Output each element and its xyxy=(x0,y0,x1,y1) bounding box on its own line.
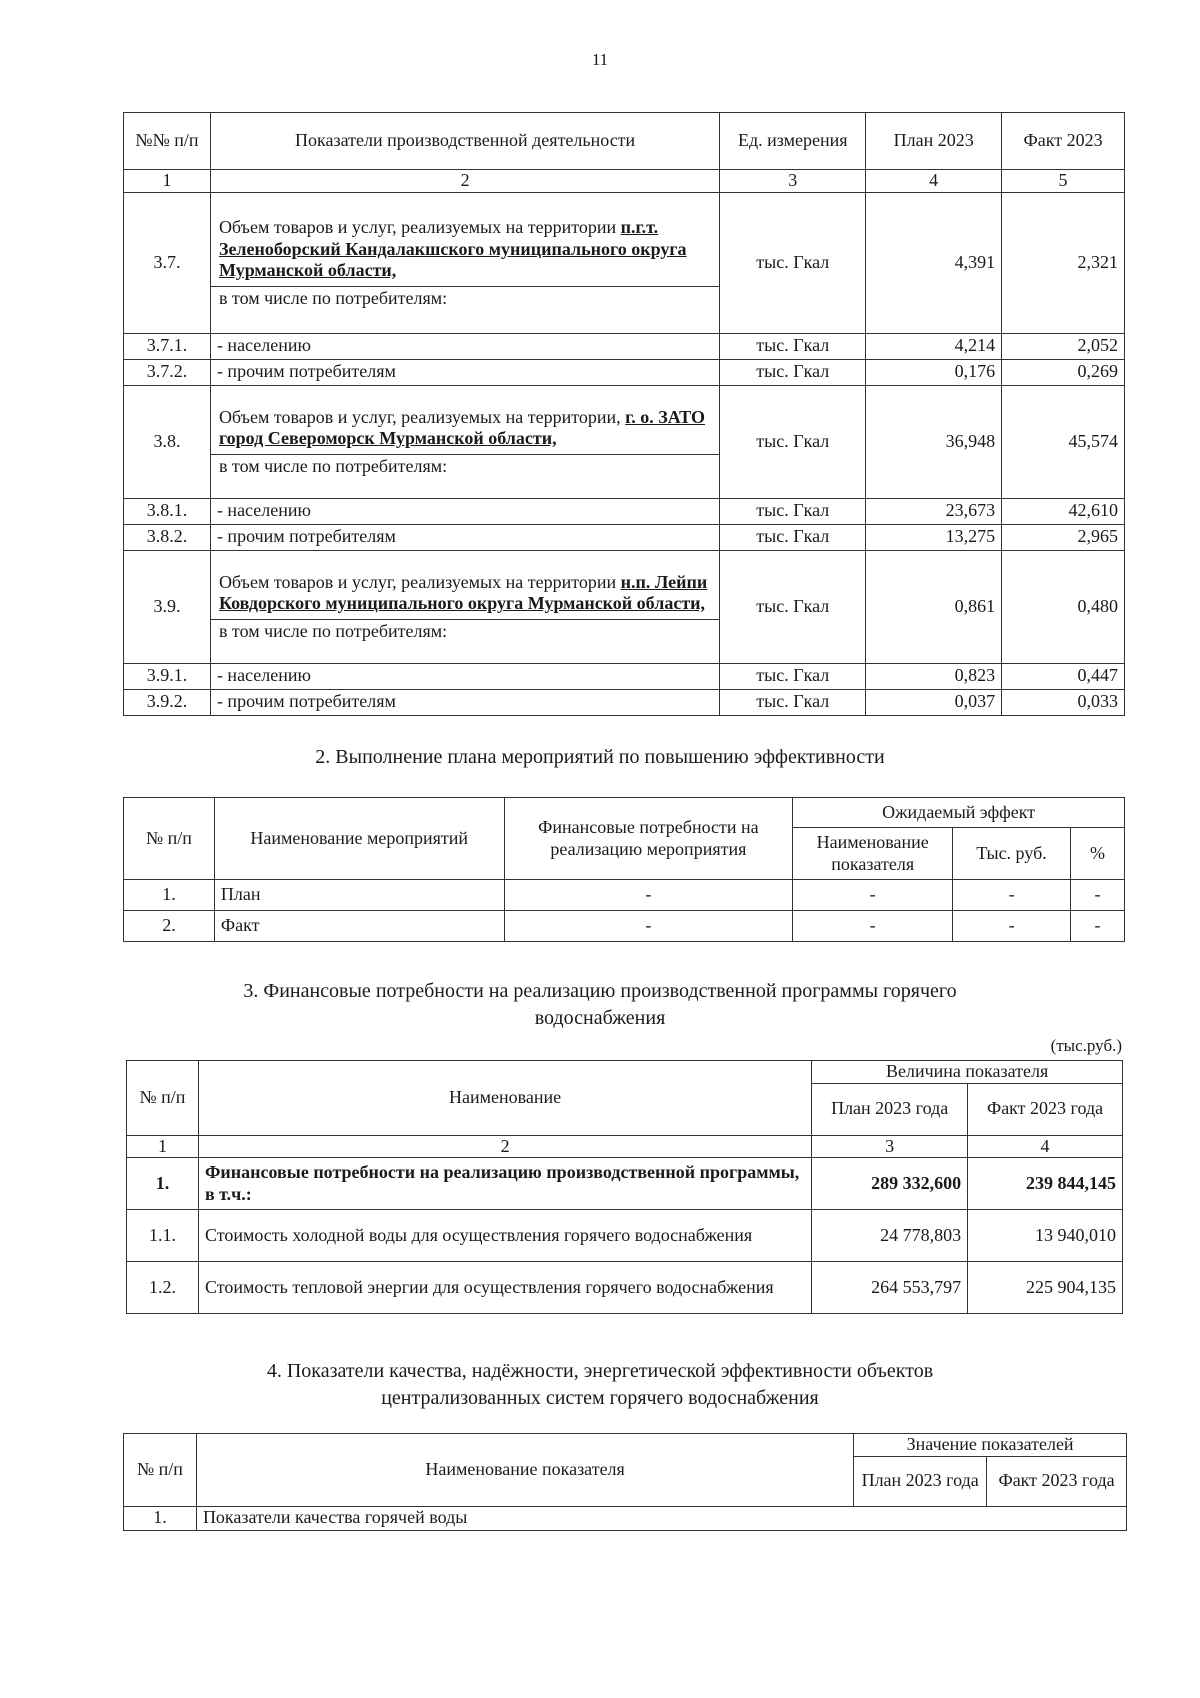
col-number: 3 xyxy=(720,170,866,193)
row-sub: в том числе по потребителям: xyxy=(218,287,448,308)
row-fin: - xyxy=(504,911,793,942)
row-name: - населению xyxy=(210,498,719,524)
row-name: - прочим потребителям xyxy=(210,689,719,715)
table-row xyxy=(124,192,1125,333)
row-fact: 2,965 xyxy=(1002,524,1125,550)
quality-indicators-table xyxy=(123,1433,1127,1531)
table-row xyxy=(124,1506,1127,1530)
row-name xyxy=(210,385,719,498)
header-indicator: Наименование показателя xyxy=(793,828,953,880)
table-row xyxy=(124,498,1125,524)
row-num: 3.7.2. xyxy=(124,359,211,385)
header-name: Наименование показателя xyxy=(196,1434,853,1507)
header-fact: Факт 2023 года xyxy=(987,1456,1127,1506)
row-name-prefix: Объем товаров и услуг, реализуемых на территории, xyxy=(218,406,626,427)
row-unit: тыс. Гкал xyxy=(720,689,866,715)
row-fact: 2,321 xyxy=(1002,192,1125,333)
row-indicator: - xyxy=(793,911,953,942)
section-2-title: 2. Выполнение плана мероприятий по повышению эффективности xyxy=(315,746,885,768)
row-name: План xyxy=(214,880,504,911)
header-fact: Факт 2023 xyxy=(1002,113,1125,170)
section-4-title-line2: централизованных систем горячего водоснабжения xyxy=(381,1387,819,1409)
row-plan: 4,214 xyxy=(866,333,1002,359)
row-unit: тыс. Гкал xyxy=(720,385,866,498)
row-fact: 0,269 xyxy=(1002,359,1125,385)
production-indicators-table xyxy=(123,112,1125,716)
row-unit: тыс. Гкал xyxy=(720,663,866,689)
row-sub: в том числе по потребителям: xyxy=(218,455,448,476)
row-plan: 23,673 xyxy=(866,498,1002,524)
row-plan: 13,275 xyxy=(866,524,1002,550)
territory-name: п.г.т. Зеленоборский Кандалакшского муниципального округа Мурманской области, xyxy=(218,216,687,281)
row-plan: 36,948 xyxy=(866,385,1002,498)
table-row xyxy=(127,1158,1123,1210)
header-num: № п/п xyxy=(124,1434,197,1507)
col-number: 4 xyxy=(968,1135,1123,1158)
row-plan: 0,037 xyxy=(866,689,1002,715)
row-pct: - xyxy=(1071,911,1125,942)
row-plan: 0,823 xyxy=(866,663,1002,689)
col-number: 5 xyxy=(1002,170,1125,193)
row-num: 3.9.2. xyxy=(124,689,211,715)
row-num: 3.8.2. xyxy=(124,524,211,550)
row-unit: тыс. Гкал xyxy=(720,359,866,385)
header-plan: План 2023 года xyxy=(854,1456,987,1506)
table-row xyxy=(124,911,1125,942)
row-num: 3.7.1. xyxy=(124,333,211,359)
section-3-title-line2: водоснабжения xyxy=(534,1007,666,1029)
page-number: 11 xyxy=(591,50,609,69)
col-number: 1 xyxy=(127,1135,199,1158)
row-name: - населению xyxy=(210,663,719,689)
row-name: - прочим потребителям xyxy=(210,359,719,385)
row-name-prefix: Объем товаров и услуг, реализуемых на территории xyxy=(218,216,621,237)
row-num: 3.8. xyxy=(124,385,211,498)
row-plan: 4,391 xyxy=(866,192,1002,333)
table-row xyxy=(124,550,1125,663)
row-unit: тыс. Гкал xyxy=(720,333,866,359)
row-unit: тыс. Гкал xyxy=(720,524,866,550)
table-row xyxy=(124,385,1125,498)
row-num: 3.9. xyxy=(124,550,211,663)
row-fact: 45,574 xyxy=(1002,385,1125,498)
col-number: 1 xyxy=(124,170,211,193)
row-num: 3.9.1. xyxy=(124,663,211,689)
table-row xyxy=(124,333,1125,359)
header-name: Наименование xyxy=(198,1061,811,1136)
table-row xyxy=(124,524,1125,550)
header-value: Величина показателя xyxy=(812,1061,1123,1084)
table-row xyxy=(127,1262,1123,1314)
row-fin: - xyxy=(504,880,793,911)
row-fact: 0,480 xyxy=(1002,550,1125,663)
col-number: 2 xyxy=(198,1135,811,1158)
row-name: - населению xyxy=(210,333,719,359)
efficiency-plan-table xyxy=(123,797,1125,942)
section-3-title-line1: 3. Финансовые потребности на реализацию производственной программы горячего xyxy=(243,980,957,1002)
row-name: Стоимость тепловой энергии для осуществления горячего водоснабжения xyxy=(198,1262,811,1314)
row-name: Стоимость холодной воды для осуществления горячего водоснабжения xyxy=(198,1210,811,1262)
row-num: 1.2. xyxy=(127,1262,199,1314)
row-num: 1. xyxy=(124,1506,197,1530)
section-4-title xyxy=(0,1358,1200,1412)
table-row xyxy=(124,880,1125,911)
territory-name: г. о. ЗАТО город Североморск Мурманской области, xyxy=(218,406,705,449)
row-fact: 239 844,145 xyxy=(968,1158,1123,1210)
table-row xyxy=(124,663,1125,689)
row-fact: 13 940,010 xyxy=(968,1210,1123,1262)
row-num: 1. xyxy=(127,1158,199,1210)
row-plan: 0,861 xyxy=(866,550,1002,663)
header-name: Наименование мероприятий xyxy=(214,798,504,880)
row-fact: 0,447 xyxy=(1002,663,1125,689)
row-plan: 264 553,797 xyxy=(812,1262,968,1314)
header-plan: План 2023 xyxy=(866,113,1002,170)
section-3-title xyxy=(0,978,1200,1032)
table-row xyxy=(127,1210,1123,1262)
row-fact: 0,033 xyxy=(1002,689,1125,715)
header-value: Значение показателей xyxy=(854,1434,1127,1457)
row-unit: тыс. Гкал xyxy=(720,192,866,333)
header-rub: Тыс. руб. xyxy=(953,828,1071,880)
financial-needs-table xyxy=(126,1060,1123,1314)
header-fin: Финансовые потребности на реализацию мероприятия xyxy=(504,798,793,880)
row-num: 2. xyxy=(124,911,215,942)
row-unit: тыс. Гкал xyxy=(720,498,866,524)
col-number: 4 xyxy=(866,170,1002,193)
unit-note: (тыс.руб.) xyxy=(1050,1036,1122,1055)
row-plan: 0,176 xyxy=(866,359,1002,385)
row-fact: 225 904,135 xyxy=(968,1262,1123,1314)
row-rub: - xyxy=(953,911,1071,942)
col-number: 3 xyxy=(812,1135,968,1158)
col-number: 2 xyxy=(210,170,719,193)
row-name xyxy=(210,192,719,333)
row-name: Финансовые потребности на реализацию производственной программы, в т.ч.: xyxy=(198,1158,811,1210)
header-num: №№ п/п xyxy=(124,113,211,170)
row-pct: - xyxy=(1071,880,1125,911)
row-unit: тыс. Гкал xyxy=(720,550,866,663)
header-num: № п/п xyxy=(127,1061,199,1136)
row-num: 1.1. xyxy=(127,1210,199,1262)
header-indicator: Показатели производственной деятельности xyxy=(210,113,719,170)
row-name xyxy=(210,550,719,663)
row-name-prefix: Объем товаров и услуг, реализуемых на территории xyxy=(218,571,621,592)
header-pct: % xyxy=(1071,828,1125,880)
table-row xyxy=(124,689,1125,715)
row-name: Факт xyxy=(214,911,504,942)
header-unit: Ед. измерения xyxy=(720,113,866,170)
territory-name: н.п. Лейпи Ковдорского муниципального округа Мурманской области, xyxy=(218,571,708,614)
row-name: - прочим потребителям xyxy=(210,524,719,550)
row-plan: 24 778,803 xyxy=(812,1210,968,1262)
row-rub: - xyxy=(953,880,1071,911)
header-num: № п/п xyxy=(124,798,215,880)
row-indicator: - xyxy=(793,880,953,911)
row-fact: 42,610 xyxy=(1002,498,1125,524)
row-fact: 2,052 xyxy=(1002,333,1125,359)
row-sub: в том числе по потребителям: xyxy=(218,620,448,641)
header-effect: Ожидаемый эффект xyxy=(793,798,1125,828)
header-plan: План 2023 года xyxy=(812,1083,968,1135)
row-name: Показатели качества горячей воды xyxy=(196,1506,1126,1530)
section-4-title-line1: 4. Показатели качества, надёжности, энергетической эффективности объектов xyxy=(266,1360,934,1382)
row-num: 3.8.1. xyxy=(124,498,211,524)
header-fact: Факт 2023 года xyxy=(968,1083,1123,1135)
row-num: 3.7. xyxy=(124,192,211,333)
table-row xyxy=(124,359,1125,385)
row-plan: 289 332,600 xyxy=(812,1158,968,1210)
row-num: 1. xyxy=(124,880,215,911)
